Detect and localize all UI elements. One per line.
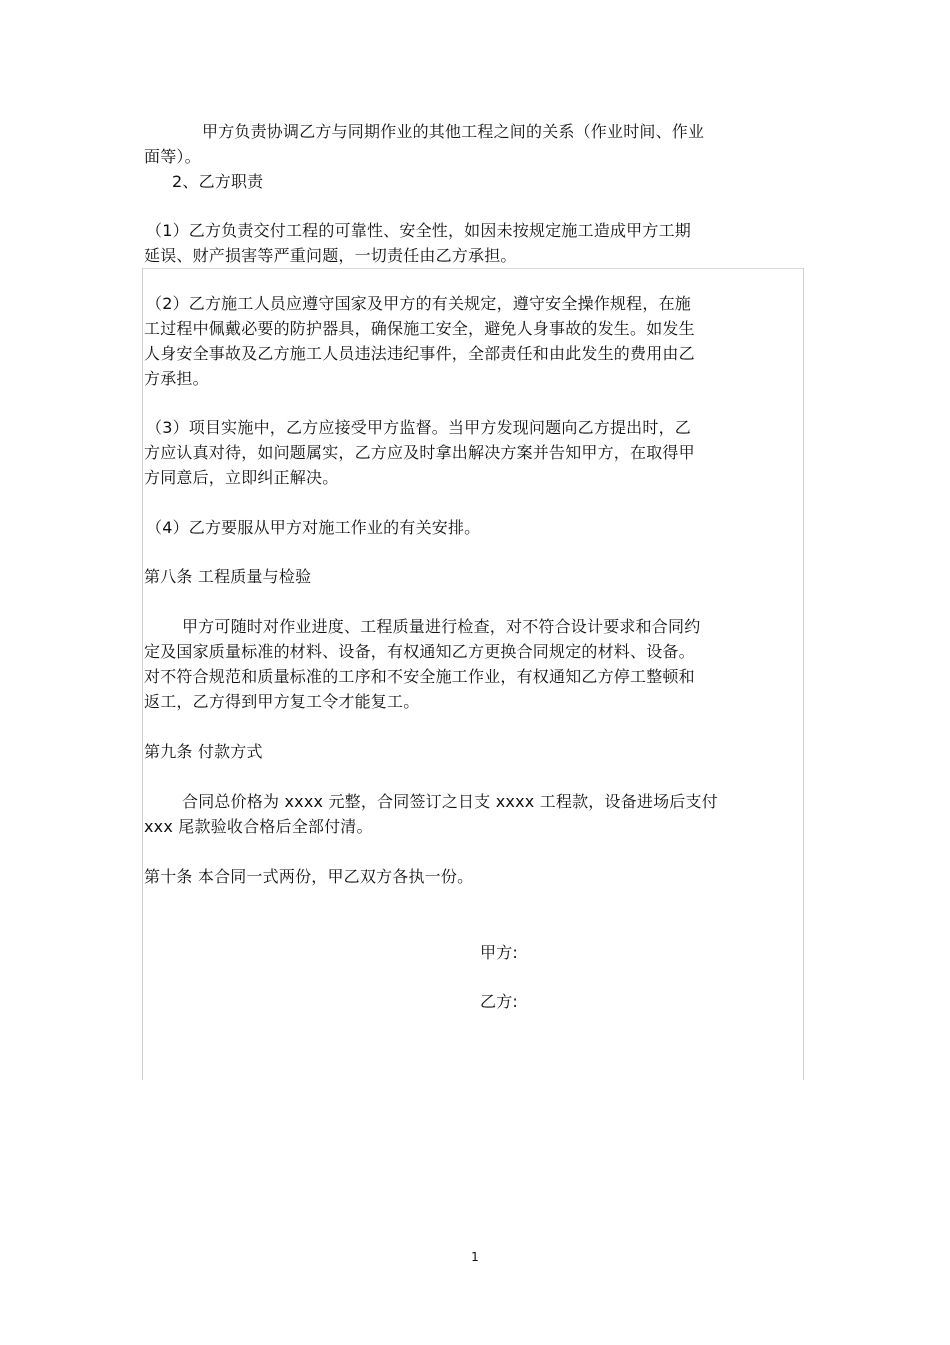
article-heading: 第八条 工程质量与检验 (144, 567, 312, 586)
party-b-signature-label: 乙方: (480, 992, 518, 1011)
paragraph-line: 合同总价格为 xxxx 元整，合同签订之日支 xxxx 工程款，设备进场后支付 (182, 792, 718, 811)
paragraph-line: 人身安全事故及乙方施工人员违法违纪事件，全部责任和由此发生的费用由乙 (144, 344, 695, 363)
paragraph-line: （3）项目实施中，乙方应接受甲方监督。当甲方发现问题向乙方提出时，乙 (146, 418, 691, 437)
paragraph-line: 方同意后，立即纠正解决。 (144, 468, 339, 487)
paragraph-line: 定及国家质量标准的材料、设备，有权通知乙方更换合同规定的材料、设备。 (144, 642, 695, 661)
article-heading: 第十条 本合同一式两份，甲乙双方各执一份。 (144, 867, 474, 886)
paragraph-line: 对不符合规范和质量标准的工序和不安全施工作业，有权通知乙方停工整顿和 (144, 667, 695, 686)
paragraph-line: 方承担。 (144, 369, 209, 388)
paragraph-line: 工过程中佩戴必要的防护器具，确保施工安全，避免人身事故的发生。如发生 (144, 319, 695, 338)
section-heading: 2、乙方职责 (172, 172, 264, 191)
page-number: 1 (471, 1250, 479, 1264)
paragraph-line: （2）乙方施工人员应遵守国家及甲方的有关规定，遵守安全操作规程，在施 (146, 294, 691, 313)
paragraph-line: （1）乙方负责交付工程的可靠性、安全性，如因未按规定施工造成甲方工期 (146, 221, 691, 240)
party-a-signature-label: 甲方: (480, 943, 518, 962)
paragraph-line: 延误、财产损害等严重问题，一切责任由乙方承担。 (144, 246, 517, 265)
paragraph-line: （4）乙方要服从甲方对施工作业的有关安排。 (146, 518, 481, 537)
paragraph-line: 面等）。 (144, 147, 201, 166)
paragraph-line: 甲方负责协调乙方与同期作业的其他工程之间的关系（作业时间、作业 (202, 122, 705, 141)
paragraph-line: 甲方可随时对作业进度、工程质量进行检查，对不符合设计要求和合同约 (182, 617, 701, 636)
paragraph-line: 返工，乙方得到甲方复工令才能复工。 (144, 692, 420, 711)
paragraph-line: 方应认真对待，如问题属实，乙方应及时拿出解决方案并告知甲方，在取得甲 (144, 443, 695, 462)
paragraph-line: xxx 尾款验收合格后全部付清。 (144, 817, 373, 836)
article-heading: 第九条 付款方式 (144, 742, 263, 761)
